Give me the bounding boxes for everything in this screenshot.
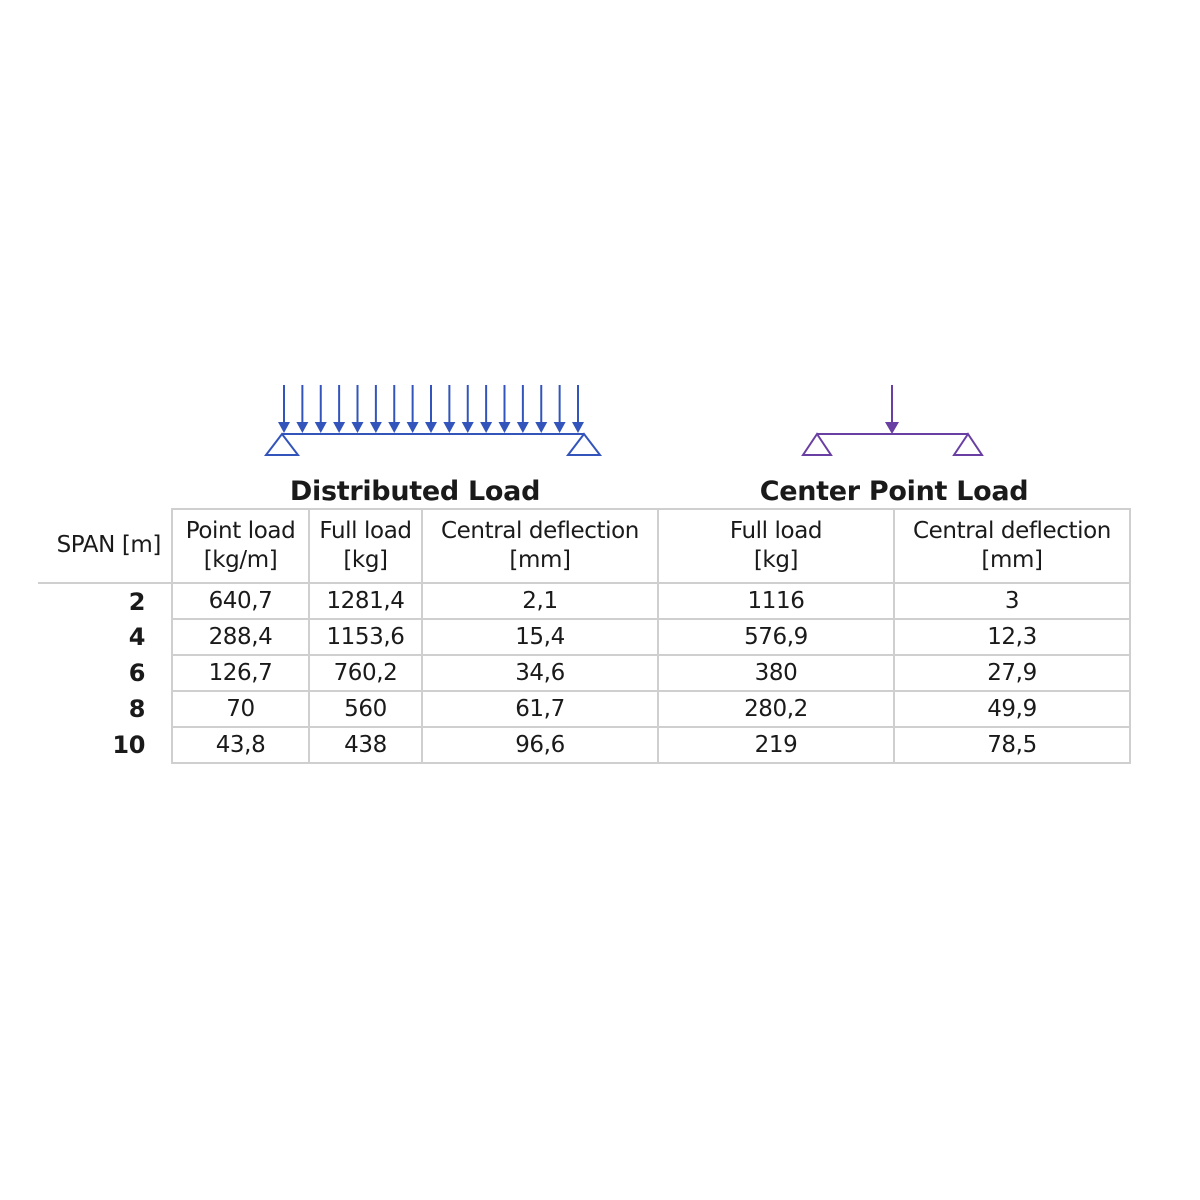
span-cell: 8	[128, 695, 145, 723]
center-deflection-cell: 78,5	[894, 727, 1130, 763]
span-cell: 4	[128, 623, 145, 651]
load-arrow-head	[554, 422, 566, 433]
load-arrow-head	[462, 422, 474, 433]
table-row	[38, 583, 1130, 619]
center-deflection-cell: 49,9	[894, 691, 1130, 727]
header-label: Full load	[319, 518, 412, 544]
table-header-row	[38, 509, 1130, 583]
point-load-cell: 640,7	[172, 583, 309, 619]
center-full-load-cell: 280,2	[658, 691, 894, 727]
header-unit: [mm]	[981, 547, 1043, 573]
load-arrow-head	[407, 422, 419, 433]
deflection-cell: 2,1	[422, 583, 658, 619]
load-arrow-head	[352, 422, 364, 433]
table-row	[38, 655, 1130, 691]
distributed-load-beam-icon	[256, 382, 606, 462]
full-load-cell: 560	[309, 691, 422, 727]
center-full-load-cell: 219	[658, 727, 894, 763]
dist-deflection-header	[422, 509, 658, 583]
load-arrow-head	[517, 422, 529, 433]
header-label: Point load	[185, 518, 296, 544]
dist-point-load-header	[172, 509, 309, 583]
load-arrow-head	[572, 422, 584, 433]
header-label: Full load	[729, 518, 823, 544]
span-cell: 2	[128, 587, 145, 616]
load-arrow-head	[443, 422, 455, 433]
deflection-cell: 96,6	[422, 727, 658, 763]
center-deflection-cell: 27,9	[894, 655, 1130, 691]
header-unit: [kg]	[753, 547, 799, 573]
point-load-cell: 288,4	[172, 619, 309, 655]
load-arrow-head	[499, 422, 511, 433]
distributed-load-title: Distributed Load	[289, 476, 541, 507]
point-load-cell: 43,8	[172, 727, 309, 763]
load-arrow-head	[425, 422, 437, 433]
table-row	[38, 619, 1130, 655]
center-deflection-header	[894, 509, 1130, 583]
deflection-cell: 61,7	[422, 691, 658, 727]
center-deflection-cell: 3	[894, 583, 1130, 619]
load-arrow-head	[480, 422, 492, 433]
full-load-cell: 1281,4	[309, 583, 422, 619]
center-full-load-cell: 1116	[658, 583, 894, 619]
span-header: SPAN [m]	[38, 509, 172, 583]
load-arrow-head	[535, 422, 547, 433]
point-load-cell: 126,7	[172, 655, 309, 691]
header-unit: [kg]	[343, 547, 388, 573]
dist-full-load-header	[309, 509, 422, 583]
load-arrow-head	[315, 422, 327, 433]
deflection-cell: 15,4	[422, 619, 658, 655]
full-load-cell: 1153,6	[309, 619, 422, 655]
point-load-cell: 70	[172, 691, 309, 727]
header-label: Central deflection	[913, 518, 1111, 544]
full-load-cell: 760,2	[309, 655, 422, 691]
table-row	[38, 727, 1130, 763]
load-arrow-head	[388, 422, 400, 433]
load-specs-table	[38, 508, 1131, 764]
center-full-load-cell: 380	[658, 655, 894, 691]
center-point-load-beam-icon	[800, 382, 990, 462]
load-arrow-head	[278, 422, 290, 433]
center-full-load-cell: 576,9	[658, 619, 894, 655]
center-deflection-cell: 12,3	[894, 619, 1130, 655]
deflection-cell: 34,6	[422, 655, 658, 691]
header-unit: [kg/m]	[203, 547, 278, 573]
span-cell: 6	[128, 659, 145, 687]
header-unit: [mm]	[509, 547, 571, 573]
center-full-load-header	[658, 509, 894, 583]
header-label: Central deflection	[441, 518, 639, 544]
load-arrow-head	[370, 422, 382, 433]
table-row	[38, 691, 1130, 727]
load-arrow-head	[333, 422, 345, 433]
span-cell: 10	[112, 731, 145, 759]
center-point-load-title: Center Point Load	[759, 476, 1029, 507]
full-load-cell: 438	[309, 727, 422, 763]
load-arrow-head	[296, 422, 308, 433]
